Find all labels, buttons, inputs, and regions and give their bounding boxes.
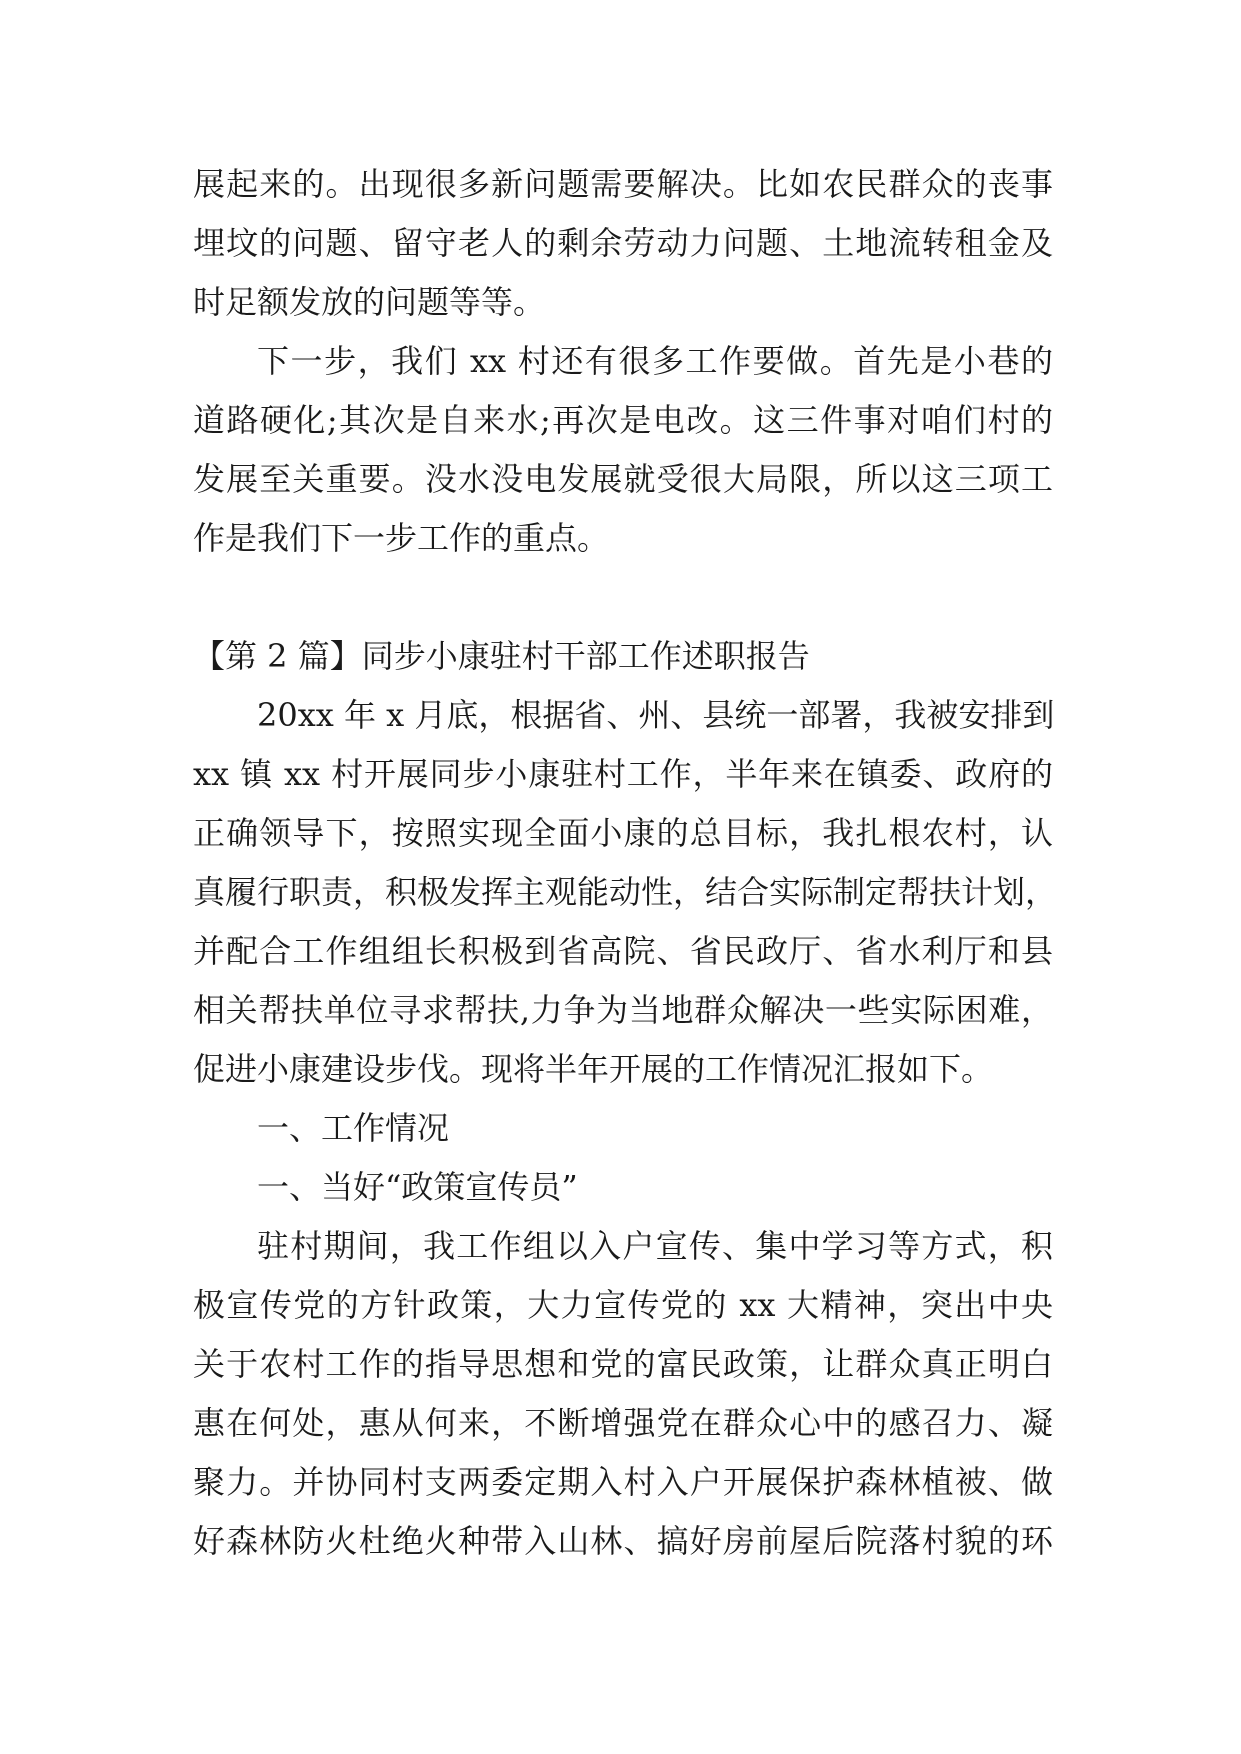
text-line: 聚力。并协同村支两委定期入村入户开展保护森林植被、做 [193, 1463, 1053, 1501]
paragraph-next-steps [193, 332, 1053, 568]
text-line: 作是我们下一步工作的重点。 [193, 519, 610, 557]
text-line: 时足额发放的问题等等。 [193, 283, 546, 321]
article-title: 【第 2 篇】同步小康驻村干部工作述职报告 [193, 637, 810, 675]
text-line: 发展至关重要。没水没电发展就受很大局限，所以这三项工 [193, 460, 1053, 498]
paragraph-continuation [193, 155, 1053, 332]
text-line: 真履行职责，积极发挥主观能动性，结合实际制定帮扶计划， [193, 873, 1058, 911]
text-line: 埋坟的问题、留守老人的剩余劳动力问题、土地流转租金及 [193, 224, 1053, 262]
text-line: 促进小康建设步伐。现将半年开展的工作情况汇报如下。 [193, 1050, 994, 1088]
text-line: 道路硬化;其次是自来水;再次是电改。这三件事对咱们村的 [193, 401, 1053, 439]
text-line: 好森林防火杜绝火种带入山林、搞好房前屋后院落村貌的环 [193, 1522, 1053, 1560]
text-line: 相关帮扶单位寻求帮扶,力争为当地群众解决一些实际困难， [193, 991, 1053, 1029]
subsection-heading: 一、当好“政策宣传员” [257, 1168, 578, 1206]
text-line: 正确领导下，按照实现全面小康的总目标，我扎根农村，认 [193, 814, 1053, 852]
paragraph-intro [193, 686, 1058, 1099]
text-line: 驻村期间，我工作组以入户宣传、集中学习等方式，积 [257, 1227, 1053, 1265]
text-line: xx 镇 xx 村开展同步小康驻村工作，半年来在镇委、政府的 [193, 755, 1053, 793]
text-line: 关于农村工作的指导思想和党的富民政策，让群众真正明白 [193, 1345, 1053, 1383]
document-body [193, 155, 1058, 1571]
text-line: 极宣传党的方针政策，大力宣传党的 xx 大精神，突出中央 [193, 1286, 1053, 1324]
paragraph-policy-promotion [193, 1217, 1053, 1571]
section-heading: 一、工作情况 [257, 1109, 450, 1147]
text-line: 展起来的。出现很多新问题需要解决。比如农民群众的丧事 [193, 165, 1053, 203]
text-line: 20xx 年 x 月底，根据省、州、县统一部署，我被安排到 [257, 696, 1055, 734]
text-line: 并配合工作组组长积极到省高院、省民政厅、省水利厅和县 [193, 932, 1053, 970]
text-line: 惠在何处，惠从何来，不断增强党在群众心中的感召力、凝 [193, 1404, 1053, 1442]
text-line: 下一步，我们 xx 村还有很多工作要做。首先是小巷的 [257, 342, 1053, 380]
paragraph-gap [193, 568, 1053, 627]
